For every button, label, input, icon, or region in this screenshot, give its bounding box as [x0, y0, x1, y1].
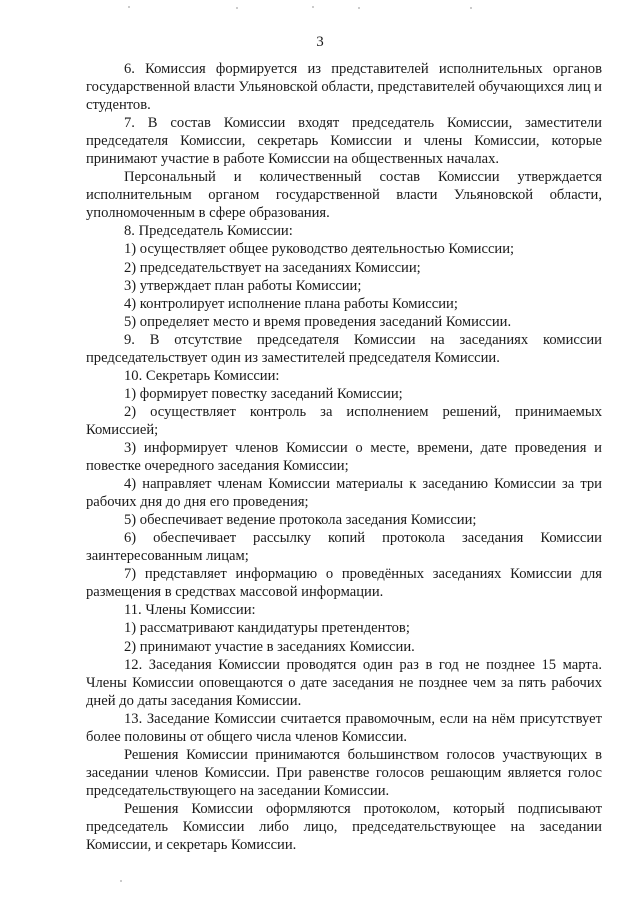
paragraph-7: 7. В состав Комиссии входят председатель Комиссии, заместители председателя Комиссии, секретарь Комиссии и члены Комиссии, которые принимают участие в работе Комиссии на общественных началах.	[86, 115, 602, 168]
paragraph-13: 13. Заседание Комиссии считается правомочным, если на нём присутствует более половины от общего числа членов Комиссии.	[86, 710, 602, 745]
paragraph-7-composition: Персональный и количественный состав Комиссии утверждается исполнительным органом государственной власти Ульяновской области, уполномоченным в сфере образования.	[86, 169, 602, 222]
paragraph-9: 9. В отсутствие председателя Комиссии на заседаниях комиссии председательствует один из заместителей председателя Комиссии.	[86, 331, 602, 366]
list-item: 2) принимают участие в заседаниях Комиссии.	[124, 638, 415, 655]
list-item: 1) осуществляет общее руководство деятельностью Комиссии;	[124, 241, 515, 258]
list-item: 4) направляет членам Комиссии материалы к заседанию Комиссии за три рабочих дня до дня его проведения;	[86, 476, 602, 511]
scan-speck	[312, 6, 314, 8]
list-item: 3) информирует членов Комиссии о месте, времени, дате проведения и повестке очередного заседания Комиссии;	[86, 439, 602, 475]
list-item: 1) формирует повестку заседаний Комиссии;	[124, 385, 403, 402]
scan-speck	[470, 7, 472, 9]
list-item: 2) осуществляет контроль за исполнением решений, принимаемых Комиссией;	[86, 403, 602, 438]
scan-speck	[128, 6, 130, 8]
page-number: 3	[316, 34, 324, 50]
list-item: 2) председательствует на заседаниях Комиссии;	[124, 259, 421, 276]
list-item: 7) представляет информацию о проведённых заседаниях Комиссии для размещения в средствах массовой информации.	[86, 566, 602, 601]
list-item: 5) обеспечивает ведение протокола заседания Комиссии;	[124, 512, 477, 529]
document-body	[86, 60, 602, 854]
list-item: 1) рассматривают кандидатуры претендентов;	[124, 620, 410, 637]
list-item: 6) обеспечивает рассылку копий протокола заседания Комиссии заинтересованным лицам;	[86, 530, 602, 565]
scan-speck	[358, 7, 360, 9]
scan-speck	[236, 7, 238, 9]
list-item: 4) контролирует исполнение плана работы Комиссии;	[124, 295, 458, 312]
paragraph-6: 6. Комиссия формируется из представителей исполнительных органов государственной власти Ульяновской области, представителей обучающихся лиц и студентов.	[86, 61, 602, 114]
paragraph-8-heading: 8. Председатель Комиссии:	[124, 223, 293, 240]
paragraph-13-decisions: Решения Комиссии принимаются большинством голосов участвующих в заседании членов Комиссии. При равенстве голосов решающим является голос председательствующего на заседании Комиссии.	[86, 746, 602, 799]
paragraph-13-protocol: Решения Комиссии оформляются протоколом, который подписывают председатель Комиссии либо лицо, председательствующее на заседании Комиссии, и секретарь Комиссии.	[86, 800, 602, 854]
paragraph-11-heading: 11. Члены Комиссии:	[124, 602, 256, 619]
scan-speck	[120, 880, 122, 882]
paragraph-12: 12. Заседания Комиссии проводятся один раз в год не позднее 15 марта. Члены Комиссии оповещаются о дате заседания не позднее чем за пять рабочих дней до даты заседания Комиссии.	[86, 656, 602, 709]
list-item: 3) утверждает план работы Комиссии;	[124, 277, 362, 294]
list-item: 5) определяет место и время проведения заседаний Комиссии.	[124, 313, 512, 330]
paragraph-10-heading: 10. Секретарь Комиссии:	[124, 367, 280, 384]
